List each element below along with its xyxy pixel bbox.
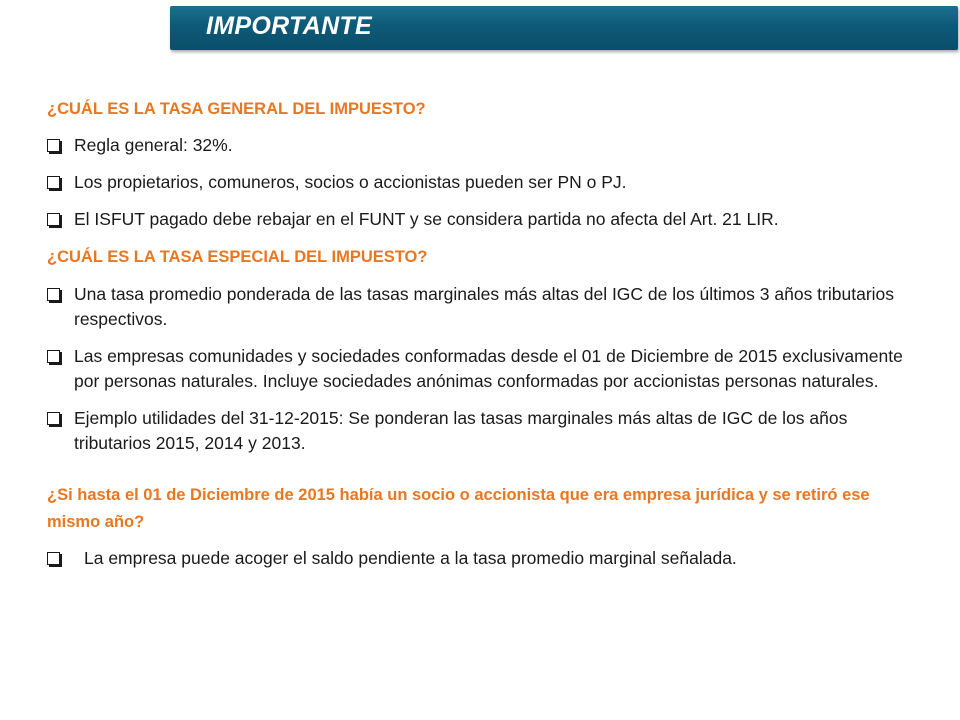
list-item-text: Las empresas comunidades y sociedades conformadas desde el 01 de Diciembre de 2015 exclusivamente por personas naturales. Incluye sociedades anónimas conformadas por accionistas personas naturales.: [74, 346, 903, 391]
checkbox-bullet-icon: [47, 350, 60, 363]
list-item-text: Los propietarios, comuneros, socios o accionistas pueden ser PN o PJ.: [74, 172, 627, 192]
section-question: ¿CUÁL ES LA TASA GENERAL DEL IMPUESTO?: [47, 100, 426, 118]
section-question: ¿CUÁL ES LA TASA ESPECIAL DEL IMPUESTO?: [47, 248, 428, 266]
page-title: IMPORTANTE: [206, 12, 372, 40]
list-item: [47, 133, 927, 158]
list-item-text: Una tasa promedio ponderada de las tasas marginales más altas del IGC de los últimos 3 años tributarios respectivos.: [74, 284, 895, 329]
checkbox-bullet-icon: [47, 288, 60, 301]
list-item: [47, 344, 927, 394]
checkbox-bullet-icon: [47, 176, 60, 189]
list-item: [47, 546, 927, 571]
list-item: [47, 406, 927, 456]
checkbox-bullet-icon: [47, 139, 60, 152]
list-item: [47, 207, 927, 232]
checkbox-bullet-icon: [47, 552, 60, 565]
checkbox-bullet-icon: [47, 412, 60, 425]
list-item-text: Regla general: 32%.: [74, 135, 233, 155]
list-item-text: La empresa puede acoger el saldo pendiente a la tasa promedio marginal señalada.: [84, 548, 737, 568]
slide-content: [47, 96, 927, 583]
checkbox-bullet-icon: [47, 213, 60, 226]
list-item: [47, 170, 927, 195]
section-question: ¿Si hasta el 01 de Diciembre de 2015 había un socio o accionista que era empresa jurídica y se retiró ese mismo año?: [47, 486, 870, 531]
list-item-text: El ISFUT pagado debe rebajar en el FUNT y se considera partida no afecta del Art. 21 LIR.: [74, 209, 779, 229]
list-item-text: Ejemplo utilidades del 31-12-2015: Se ponderan las tasas marginales más altas de IGC de los años tributarios 2015, 2014 y 2013.: [74, 408, 848, 453]
list-item: [47, 282, 927, 332]
title-banner: [170, 6, 958, 50]
